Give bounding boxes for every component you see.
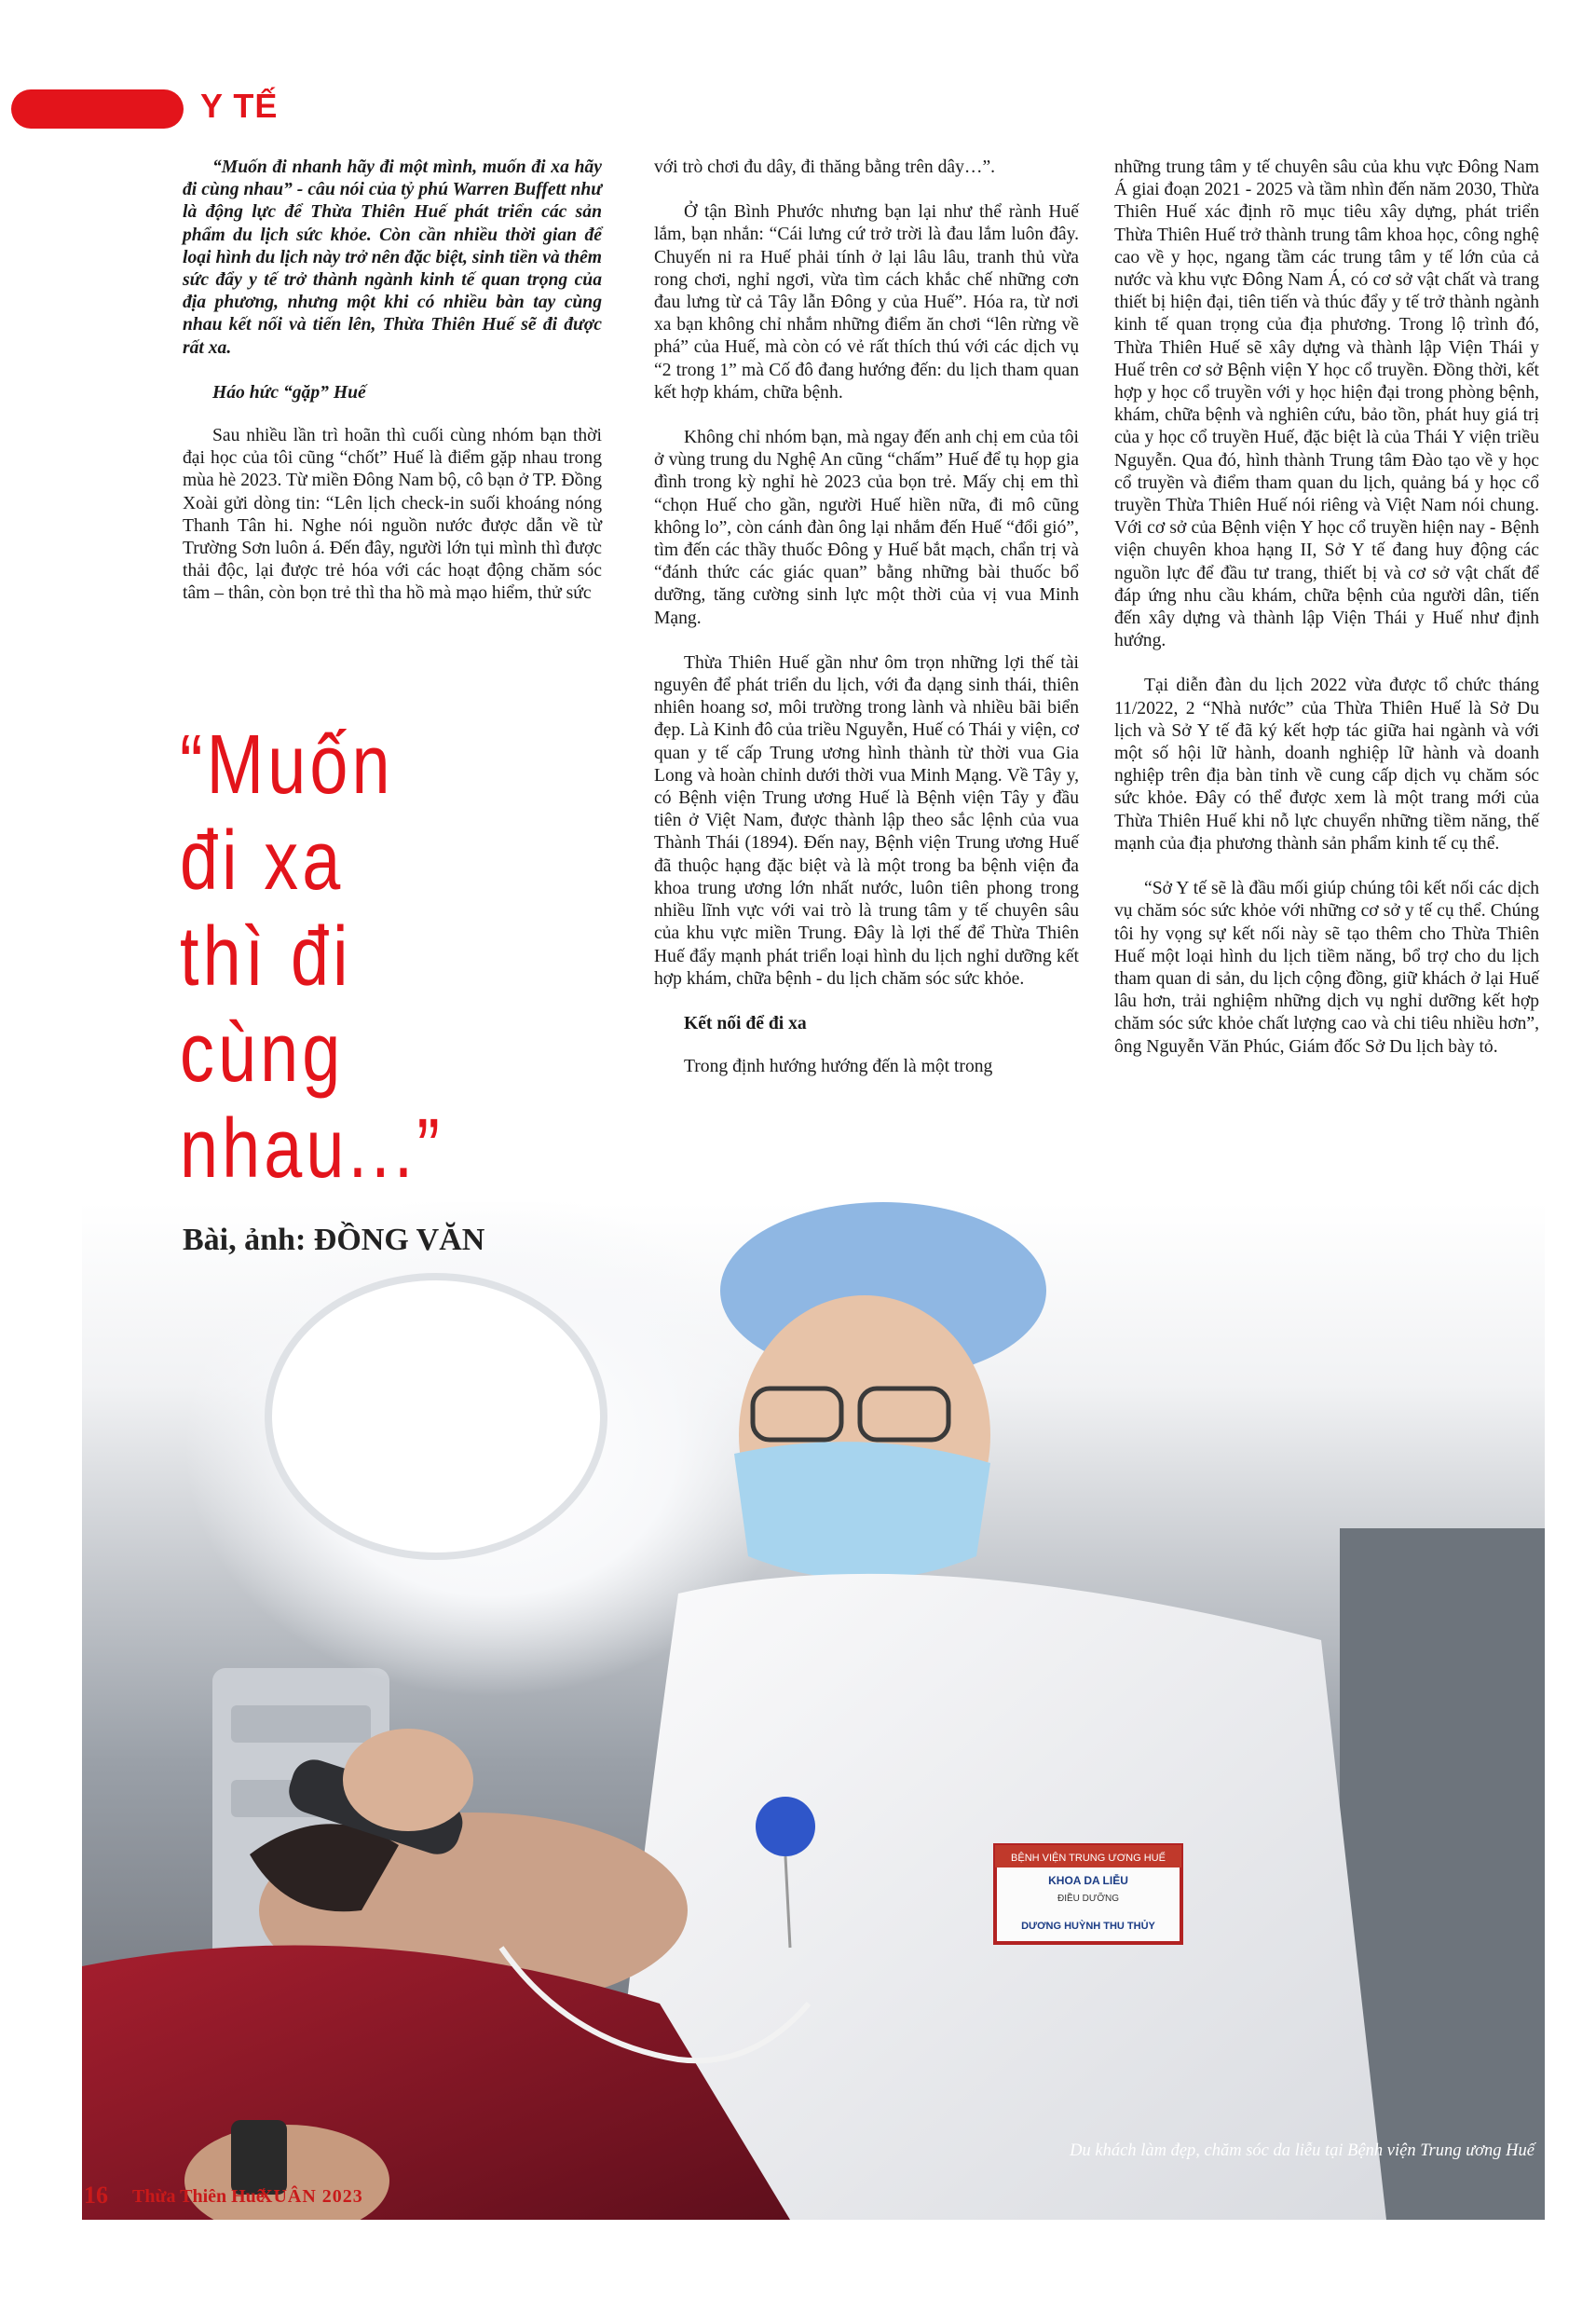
badge-name: DƯƠNG HUỲNH THU THỦY: [1021, 1921, 1155, 1932]
pull-quote-line: cùng: [180, 1006, 345, 1100]
wrist-watch: [231, 2120, 287, 2195]
pull-quote-line: đi xa: [180, 814, 345, 908]
body-paragraph: Thừa Thiên Huế gần như ôm trọn những lợi thế tài nguyên để phát triển du lịch, với đa dạng sinh thái, thiên nhiên hoang sơ, môi trường trong lành và nhiều bãi biển đẹp. Là Kinh đô của triều Nguyễn, Huế có Thái y viện, cơ quan y tế cấp Trung ương hình thành từ thời vua Gia Long và hoàn chỉnh dưới thời vua Minh Mạng. Về Tây y, có Bệnh viện Trung ương Huế là Bệnh viện Tây y đầu tiên ở Việt Nam, được thành lập theo sắc lệnh của vua Thành Thái (1894). Đến nay, Bệnh viện Trung ương Huế đã thuộc hạng đặc biệt và là một trong ba bệnh viện đa khoa trung ương lớn nhất nước, luôn tiên phong trong nhiều lĩnh vực với vai trò là trung tâm y tế chuyên sâu của khu vực miền Trung. Đây là lợi thế để Thừa Thiên Huế đẩy mạnh phát triển loại hình du lịch nghỉ dưỡng kết hợp khám, chữa bệnh - du lịch chăm sóc sức khỏe.: [654, 652, 1079, 989]
badge-department: KHOA DA LIỄU: [1048, 1874, 1128, 1887]
column-3: [1114, 157, 1539, 1081]
section-color-bar: [11, 89, 184, 129]
page-number: 16: [84, 2182, 108, 2209]
pull-quote-line: nhau...”: [180, 1102, 444, 1196]
face-mask: [734, 1442, 990, 1580]
body-paragraph: Trong định hướng hướng đến là một trong: [684, 1057, 993, 1077]
subheading-1: Háo hức “gặp” Huế: [212, 382, 366, 403]
column-1: [183, 157, 602, 628]
lead-paragraph: “Muốn đi nhanh hãy đi một mình, muốn đi xa hãy đi cùng nhau” - câu nói của tỷ phú Warren Buffett như là động lực để Thừa Thiên Huế phát triển các sản phẩm du lịch sức khỏe. Còn cần nhiều thời gian để loại hình du lịch này trở nên đặc biệt, sinh tiền và thêm sức đẩy y tế trở thành ngành kinh tế quan trọng của địa phương, nhưng một khi có nhiều bàn tay cùng nhau kết nối và tiến lên, Thừa Thiên Huế sẽ đi được rất xa.: [183, 157, 602, 358]
badge-role: ĐIỀU DƯỠNG: [1057, 1894, 1120, 1904]
photo-illustration: [82, 1202, 1545, 2220]
body-paragraph: những trung tâm y tế chuyên sâu của khu vực Đông Nam Á giai đoạn 2021 - 2025 và tầm nhìn đến năm 2030, Thừa Thiên Huế xác định rõ mục tiêu xây dựng, phát triển Thừa Thiên Huế trở thành trung tâm khoa học, công nghệ cao về y học, ngang tầm các trung tâm y tế lớn của cả nước và khu vực Đông Nam Á, có cơ sở vật chất và trang thiết bị hiện đại, tiên tiến và thúc đẩy y tế trở thành ngành kinh tế quan trọng của địa phương. Trong lộ trình đó, Thừa Thiên Huế sẽ xây dựng và thành lập Viện Thái y Huế trên cơ sở Bệnh viện Y học cổ truyền. Đồng thời, kết hợp y học cổ truyền với y học hiện đại trong phòng bệnh, khám, chữa bệnh và nghiên cứu, bảo tồn, phát huy giá trị của y học cổ truyền Huế, đặc biệt là của Thái Y viện triều Nguyễn. Qua đó, hình thành Trung tâm Đào tạo về y học cổ truyền và điểm tham quan du lịch, quảng bá y học cổ truyền Thừa Thiên Huế nói riêng và Việt Nam nói chung. Với cơ sở của Bệnh viện Y học cổ truyền hiện nay - Bệnh viện chuyên khoa hạng II, Sở Y tế đang huy động các nguồn lực để đầu tư trang, thiết bị và cơ sở vật chất để đáp ứng nhu cầu khám, chữa bệnh của người dân, tiến đến xây dựng và thành lập Viện Thái y Huế như định hướng.: [1114, 157, 1539, 651]
pull-quote-line: “Muốn: [180, 718, 394, 812]
badge-hospital: BỆNH VIỆN TRUNG ƯƠNG HUẾ: [1011, 1853, 1166, 1864]
issue-label: XUÂN 2023: [259, 2186, 363, 2207]
byline: Bài, ảnh: ĐỒNG VĂN: [183, 1223, 485, 1257]
badge-reel: [756, 1797, 815, 1856]
article-photo: [82, 1202, 1545, 2220]
body-paragraph: Ở tận Bình Phước nhưng bạn lại như thể rành Huế lắm, bạn nhắn: “Cái lưng cứ trở trời là đau lắm luôn đây. Chuyến ni ra Huế phải tính ở lại lâu lâu, tranh thủ vừa rong chơi, nghỉ ngơi, vừa tìm cách khắc chế những cơn đau lưng từ cả Tây lẫn Đông y của Huế”. Hóa ra, từ nơi xa bạn không chỉ nhắm những điểm ăn chơi “lên rừng về phá” của Huế, mà còn có vẻ rất thích thú với các dịch vụ “2 trong 1” mà Cố đô đang hướng đến: du lịch tham quan kết hợp khám, chữa bệnh.: [654, 202, 1079, 403]
body-paragraph: Không chỉ nhóm bạn, mà ngay đến anh chị em của tôi ở vùng trung du Nghệ An cũng “chấm” Huế để tụ họp gia đình trong kỳ nghỉ hè 2023 của bọn trẻ. Mấy chị em thì “chọn Huế cho gần, người Huế hiền nữa, đi mô cũng không lo”, còn cánh đàn ông lại nhắm đến Huế “đổi gió”, tìm đến các thầy thuốc Đông y Huế bắt mạch, chẩn trị và “đánh thức các giác quan” bằng những bài thuốc bổ dưỡng, tăng cường sinh lực một thời của vị vua Minh Mạng.: [654, 428, 1079, 628]
photo-caption: Du khách làm đẹp, chăm sóc da liễu tại Bệnh viện Trung ương Huế: [1070, 2141, 1535, 2160]
nurse-hand: [343, 1729, 473, 1831]
body-paragraph: Sau nhiều lần trì hoãn thì cuối cùng nhóm bạn thời đại học của tôi cũng “chốt” Huế là điểm gặp nhau trong mùa hè 2023. Từ miền Đông Nam bộ, cô bạn ở TP. Đồng Xoài gửi dòng tin: “Lên lịch check-in suối khoáng nóng Thanh Tân hi. Nghe nói nguồn nước được dẫn về từ Trường Sơn luôn á. Đến đây, người lớn tụi mình thì được thải độc, lại được trẻ hóa với các hoạt động chăm sóc tâm – thân, còn bọn trẻ thì tha hồ mà mạo hiểm, thử sức: [183, 426, 602, 604]
pull-quote-line: thì đi: [180, 910, 352, 1004]
magazine-name: Thừa Thiên Huế: [132, 2186, 265, 2207]
body-paragraph: “Sở Y tế sẽ là đầu mối giúp chúng tôi kết nối các dịch vụ chăm sóc sức khỏe với những cơ sở y tế cụ thể. Chúng tôi hy vọng sự kết nối này sẽ tạo thêm cho Thừa Thiên Huế một loại hình du lịch tiềm năng, bổ trợ cho du lịch tham quan di sản, du lịch cộng đồng, giữ khách ở lại Huế lâu hơn, trải nghiệm những dịch vụ nghỉ dưỡng kết hợp chăm sóc sức khỏe chất lượng cao và chi tiêu nhiều hơn”, ông Nguyễn Văn Phúc, Giám đốc Sở Du lịch bày tỏ.: [1114, 879, 1539, 1057]
section-label: Y TẾ: [200, 87, 279, 125]
column-2: [654, 157, 1079, 1101]
body-paragraph: Tại diễn đàn du lịch 2022 vừa được tổ chức tháng 11/2022, 2 “Nhà nước” của Thừa Thiên Huế là Sở Du lịch và Sở Y tế đã ký kết hợp tác giữa hai ngành và với một số hội lữ hành, doanh nghiệp lữ hành và doanh nghiệp trên địa bàn tỉnh về cung cấp dịch vụ chăm sóc sức khỏe. Đây có thể được xem là một trang mới của Thừa Thiên Huế khi nỗ lực chuyển những tiềm năng, thế mạnh của địa phương thành sản phẩm kinh tế cụ thể.: [1114, 676, 1539, 854]
subheading-2: Kết nối để đi xa: [684, 1013, 807, 1033]
magnifier-lamp: [268, 1277, 604, 1556]
pull-quote: [180, 718, 539, 1197]
body-paragraph: với trò chơi đu dây, đi thăng bằng trên dây…”.: [654, 157, 996, 177]
